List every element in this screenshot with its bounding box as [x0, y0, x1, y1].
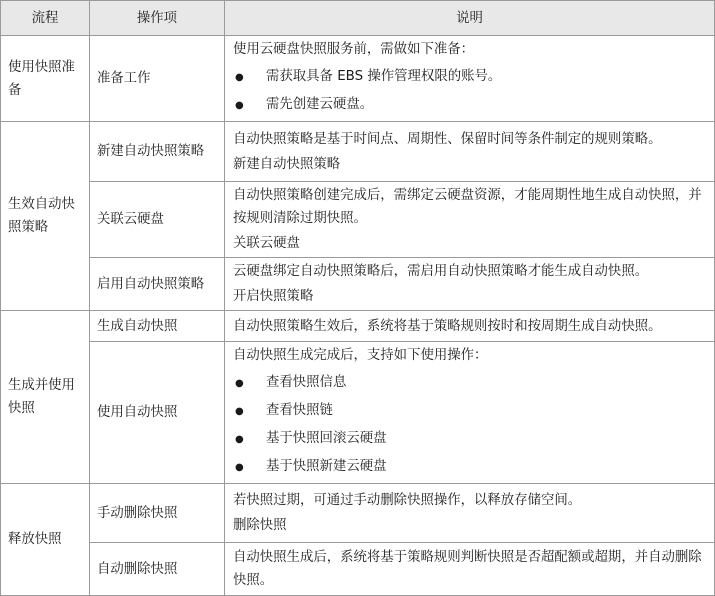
- bullet-list: [233, 65, 710, 117]
- bullet-icon: ●: [235, 434, 244, 445]
- table-row: [1, 311, 715, 342]
- description-text: 使用云硬盘快照服务前，需做如下准备：: [233, 42, 475, 57]
- description-cell: [225, 122, 715, 182]
- description-text: 云硬盘绑定自动快照策略后，需启用自动快照策略才能生成自动快照。: [233, 264, 649, 279]
- bullet-icon: ●: [235, 406, 244, 417]
- description-cell: [225, 484, 715, 543]
- header-description: 说明: [225, 1, 715, 36]
- doc-link[interactable]: 删除快照: [233, 518, 287, 533]
- list-item: [233, 65, 710, 89]
- description-cell: [225, 342, 715, 484]
- list-item: [233, 455, 710, 479]
- bullet-icon: ●: [235, 72, 244, 83]
- operation-cell: 生成自动快照: [90, 311, 225, 342]
- description-cell: [225, 182, 715, 258]
- description-text: 自动快照策略创建完成后，需绑定云硬盘资源，才能周期性地生成自动快照，并按规则清除过期快照。: [233, 188, 702, 226]
- description-text: 自动快照策略是基于时间点、周期性、保留时间等条件制定的规则策略。: [233, 131, 662, 147]
- flow-cell: 生效自动快照策略: [1, 122, 90, 311]
- list-item: [233, 371, 710, 395]
- table-body: [1, 36, 715, 596]
- bullet-text: 需先创建云硬盘。: [266, 97, 374, 112]
- bullet-text: 基于快照新建云硬盘: [266, 459, 387, 474]
- flow-cell: 使用快照准备: [1, 36, 90, 122]
- list-item: [233, 427, 710, 451]
- description-text: 自动快照策略生效后，系统将基于策略规则按时和按周期生成自动快照。: [233, 318, 662, 334]
- bullet-text: 查看快照信息: [266, 375, 347, 390]
- operation-cell: 新建自动快照策略: [90, 122, 225, 182]
- table-header-row: [1, 1, 715, 36]
- description-cell: [225, 36, 715, 122]
- list-item: [233, 93, 710, 117]
- bullet-text: 查看快照链: [266, 403, 333, 418]
- bullet-text: 需获取具备 EBS 操作管理权限的账号。: [266, 69, 502, 84]
- table-row: [1, 543, 715, 596]
- header-flow: 流程: [1, 1, 90, 36]
- operation-cell: 启用自动快照策略: [90, 258, 225, 311]
- table-row: [1, 258, 715, 311]
- operation-cell: 自动删除快照: [90, 543, 225, 596]
- operation-cell: 关联云硬盘: [90, 182, 225, 258]
- list-item: [233, 399, 710, 423]
- flow-cell: 生成并使用快照: [1, 311, 90, 484]
- operation-cell: 手动删除快照: [90, 484, 225, 543]
- table-row: [1, 484, 715, 543]
- operation-cell: 准备工作: [90, 36, 225, 122]
- description-text: 自动快照生成后，系统将基于策略规则判断快照是否超配额或超期，并自动删除快照。: [233, 550, 702, 588]
- flow-cell: 释放快照: [1, 484, 90, 596]
- doc-link[interactable]: 关联云硬盘: [233, 236, 300, 251]
- bullet-icon: ●: [235, 378, 244, 389]
- description-cell: [225, 258, 715, 311]
- doc-link[interactable]: 新建自动快照策略: [233, 156, 341, 172]
- bullet-icon: ●: [235, 462, 244, 473]
- table-row: [1, 122, 715, 182]
- bullet-text: 基于快照回滚云硬盘: [266, 431, 387, 446]
- operation-cell: 使用自动快照: [90, 342, 225, 484]
- description-text: 自动快照生成完成后，支持如下使用操作：: [233, 348, 488, 363]
- doc-link[interactable]: 开启快照策略: [233, 289, 314, 304]
- description-cell: [225, 543, 715, 596]
- header-operation: 操作项: [90, 1, 225, 36]
- description-cell: [225, 311, 715, 342]
- bullet-list: [233, 371, 710, 479]
- bullet-icon: ●: [235, 100, 244, 111]
- description-text: 若快照过期，可通过手动删除快照操作，以释放存储空间。: [233, 493, 582, 508]
- table-row: [1, 342, 715, 484]
- table-row: [1, 36, 715, 122]
- table-row: [1, 182, 715, 258]
